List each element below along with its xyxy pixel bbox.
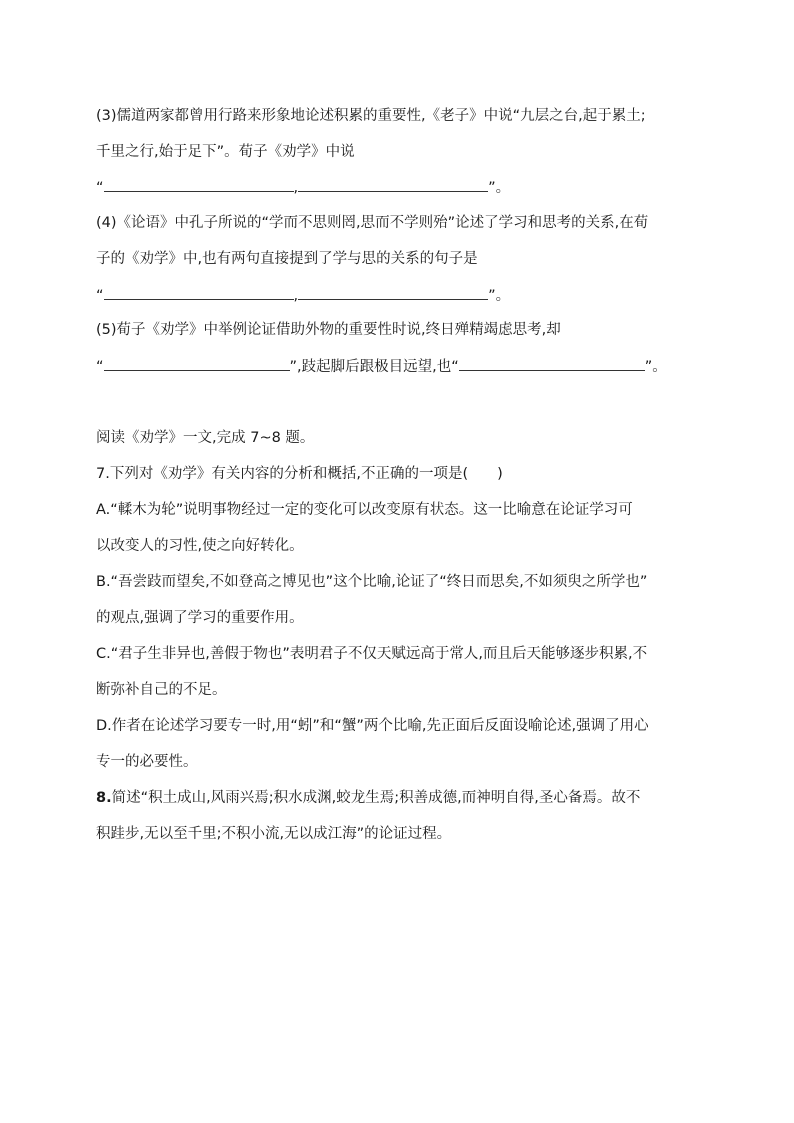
q4-blank-2[interactable]	[298, 285, 488, 300]
close-quote: ”。	[488, 288, 511, 304]
q8-line-1	[96, 788, 640, 808]
comma: ,	[293, 288, 299, 304]
q7-option-d-line-1: D.作者在论述学习要专一时,用“蚓”和“蟹”两个比喻,先正面后反面设喻论述,强调了用心	[96, 718, 649, 734]
q7-option-a-line-1: A.“輮木为轮”说明事物经过一定的变化可以改变原有状态。这一比喻意在论证学习可	[96, 502, 633, 518]
q3-blank-2[interactable]	[298, 177, 488, 192]
reading-intro: 阅读《劝学》一文,完成 7~8 题。	[96, 430, 315, 446]
close-quote: ”。	[644, 359, 667, 375]
q5-answer-line	[96, 356, 667, 376]
q3-line-1: (3)儒道两家都曾用行路来形象地论述积累的重要性,《老子》中说“九层之台,起于累土;	[96, 108, 646, 124]
q3-blank-1[interactable]	[104, 177, 294, 192]
q4-blank-1[interactable]	[104, 285, 294, 300]
comma: ,	[293, 180, 299, 196]
open-quote: “	[96, 359, 104, 375]
q4-line-1: (4)《论语》中孔子所说的“学而不思则罔,思而不学则殆”论述了学习和思考的关系,在荀	[96, 215, 649, 231]
q8-number: 8.	[96, 790, 112, 806]
q7-option-b-line-1: B.“吾尝跂而望矣,不如登高之博见也”这个比喻,论证了“终日而思矣,不如须臾之所学也”	[96, 574, 648, 590]
q7-option-b-line-2: 的观点,强调了学习的重要作用。	[96, 610, 304, 626]
q7-option-a-line-2: 以改变人的习性,使之向好转化。	[96, 538, 304, 554]
q5-line-1: (5)荀子《劝学》中举例论证借助外物的重要性时说,终日殚精竭虑思考,却	[96, 322, 561, 338]
q5-middle-text: ”,跂起脚后跟极目远望,也“	[289, 359, 459, 375]
q7-option-c-line-2: 断弥补自己的不足。	[96, 682, 227, 698]
q5-blank-2[interactable]	[459, 356, 645, 371]
q8-text: 简述“积土成山,风雨兴焉;积水成渊,蛟龙生焉;积善成德,而神明自得,圣心备焉。故不	[111, 790, 641, 806]
q3-answer-line	[96, 177, 510, 197]
q7-option-d-line-2: 专一的必要性。	[96, 754, 198, 770]
q8-line-2: 积跬步,无以至千里;不积小流,无以成江海”的论证过程。	[96, 826, 452, 842]
q4-answer-line	[96, 285, 510, 305]
open-quote: “	[96, 180, 104, 196]
open-quote: “	[96, 288, 104, 304]
q3-line-2: 千里之行,始于足下”。荀子《劝学》中说	[96, 144, 355, 160]
q7-option-c-line-1: C.“君子生非异也,善假于物也”表明君子不仅天赋远高于常人,而且后天能够逐步积累,不	[96, 646, 648, 662]
q7-stem: 7.下列对《劝学》有关内容的分析和概括,不正确的一项是( )	[96, 466, 503, 482]
q5-blank-1[interactable]	[104, 356, 290, 371]
q4-line-2: 子的《劝学》中,也有两句直接提到了学与思的关系的句子是	[96, 251, 478, 267]
close-quote: ”。	[488, 180, 511, 196]
